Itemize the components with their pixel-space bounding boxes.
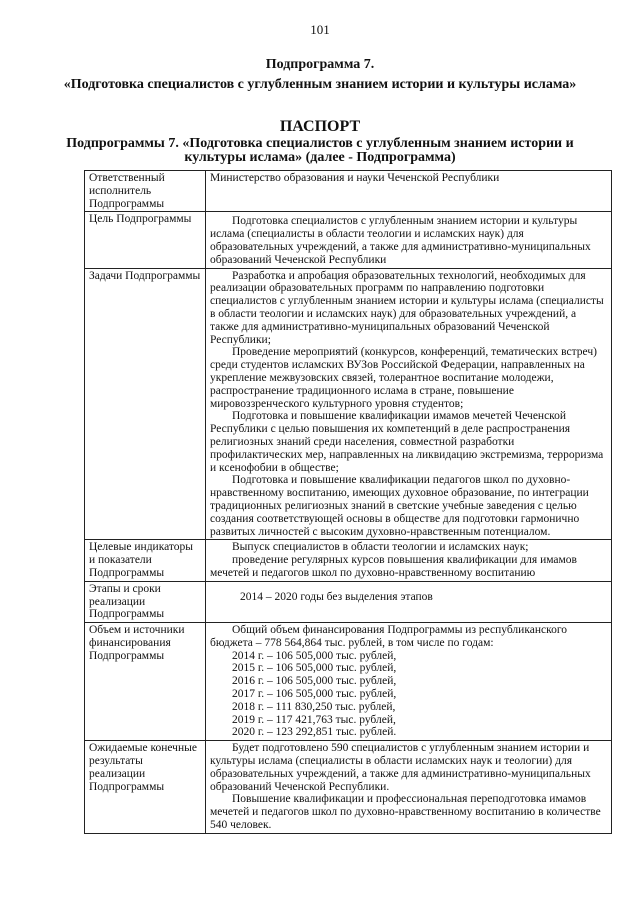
row-label: Целевые индикаторы и показатели Подпрограммы [85,540,206,581]
row-value [206,268,612,540]
tasks-paragraph: Подготовка и повышение квалификации педагогов школ по духовно-нравственному воспитанию, имеющих духовное образование, по интеграции традиционных религиозных знаний в светские учебные заведения с целью создания соответствующей основы в обществе для подготовки гармонично развитых личностей с высоким духовно-нравственным потенциалом. [210,474,589,538]
funding-intro: Общий объем финансирования Подпрограммы из республиканского бюджета – 778 564,864 тыс. рублей, в том числе по годам: [210,624,568,649]
funding-year: 2017 г. – 106 505,000 тыс. рублей, [232,688,397,701]
table-row-indicators [85,540,612,581]
row-value [206,623,612,741]
results-paragraph: Повышение квалификации и профессиональная переподготовка имамов мечетей и педагогов школ по духовно-нравственному воспитанию в количестве 540 человек. [210,793,601,832]
funding-year: 2020 г. – 123 292,851 тыс. рублей. [232,726,397,739]
row-label: Ответственный исполнитель Подпрограммы [85,171,206,212]
funding-year: 2014 г. – 106 505,000 тыс. рублей, [232,649,397,662]
tasks-paragraph: Проведение мероприятий (конкурсов, конференций, тематических встреч) среди студентов исламских ВУЗов Российской Федерации, направленных на укрепление межвузовских связей, толерантное воспитание молодежи, распространение традиционного ислама в стране, повышение мировоззренческого культурного уровня студентов; [210,346,597,410]
executor-value: Министерство образования и науки Чеченской Республики [210,172,500,184]
goal-value: Подготовка специалистов с углубленным знанием истории и культуры ислама (специалисты в области теологии и исламских наук) для образовательных учреждений, а также для административно-муниципальных образований Чеченской Республики [210,215,591,266]
row-value [206,581,612,622]
funding-year: 2018 г. – 111 830,250 тыс. рублей, [232,700,396,713]
row-value [206,171,612,212]
results-paragraph: Будет подготовлено 590 специалистов с углубленным знанием истории и культуры ислама (специалисты в области исламских наук и теологии) для образовательных учреждений, а также для административно-муниципальных образований Чеченской Республики. [210,742,591,793]
tasks-paragraph: Разработка и апробация образовательных технологий, необходимых для реализации образовательных программ по направлению подготовки специалистов с углубленным знанием истории и культуры ислама (специалисты в области теологии и исламских наук) для образовательных учреждений, а также для административно-муниципальных образований Чеченской Республики; [210,269,604,346]
table-row-funding [85,623,612,741]
funding-year: 2016 г. – 106 505,000 тыс. рублей, [232,675,397,688]
row-label: Объем и источники финансирования Подпрограммы [85,623,206,741]
row-value [206,540,612,581]
subprogram-subtitle: «Подготовка специалистов с углубленным знанием истории и культуры ислама» [63,77,577,92]
row-label: Задачи Подпрограммы [85,268,206,540]
row-value [206,212,612,268]
page-number: 101 [310,22,330,37]
row-label: Цель Подпрограммы [85,212,206,268]
funding-year: 2019 г. – 117 421,763 тыс. рублей, [232,713,396,726]
table-row-executor [85,171,612,212]
passport-table [84,170,612,834]
subprogram-title: Подпрограмма 7. [265,57,375,72]
passport-heading: ПАСПОРТ [279,118,361,135]
table-row-results [85,741,612,834]
indicators-paragraph: Выпуск специалистов в области теологии и исламских наук; [232,541,529,554]
indicators-paragraph: проведение регулярных курсов повышения квалификации для имамов мечетей и педагогов школ по духовно-нравственному воспитанию [210,554,577,579]
funding-year: 2015 г. – 106 505,000 тыс. рублей, [232,662,397,675]
passport-subtitle: Подпрограммы 7. «Подготовка специалистов с углубленным знанием истории и культуры ислама» (далее - Подпрограмма) [66,136,574,165]
row-label: Этапы и сроки реализации Подпрограммы [85,581,206,622]
row-value [206,741,612,834]
stages-value: 2014 – 2020 годы без выделения этапов [240,590,433,603]
tasks-paragraph: Подготовка и повышение квалификации имамов мечетей Чеченской Республики с целью повышения их компетенций в деле распространения религиозных знаний среди населения, совместной разработки профилактических мер, направленных на ликвидацию экстремизма, терроризма и ксенофобии в обществе; [210,410,604,474]
row-label: Ожидаемые конечные результаты реализации Подпрограммы [85,741,206,834]
table-row-stages [85,581,612,622]
table-row-tasks [85,268,612,540]
table-row-goal [85,212,612,268]
